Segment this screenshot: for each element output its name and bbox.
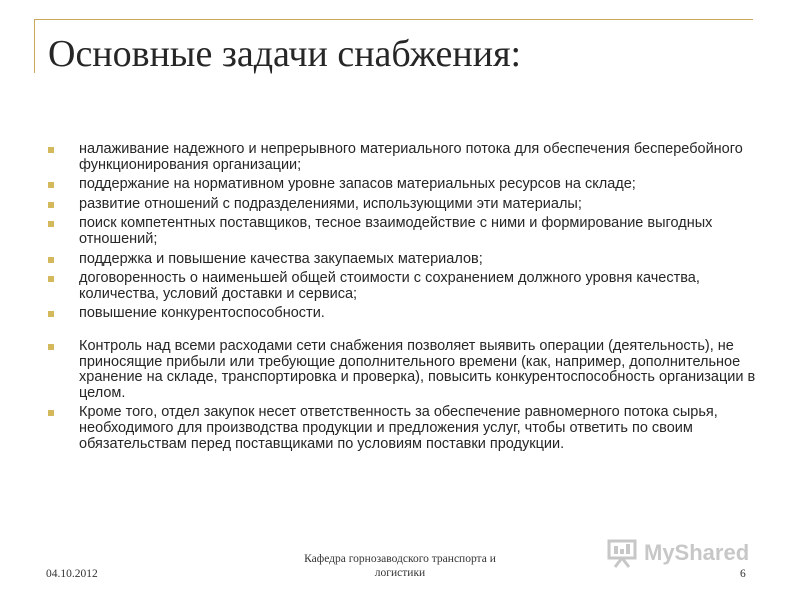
bullet-square-icon	[48, 276, 54, 282]
footer-page-number: 6	[740, 568, 746, 580]
watermark-text: MyShared	[644, 540, 750, 565]
bullet-square-icon	[48, 257, 54, 263]
bullet-square-icon	[48, 182, 54, 188]
bullet-text: договоренность о наименьшей общей стоимости с сохранением должного уровня качества, количества, условий доставки и сервиса;	[79, 270, 700, 302]
bullet-square-icon	[48, 410, 54, 416]
watermark-logo	[606, 538, 764, 570]
slide-title: Основные задачи снабжения:	[48, 33, 522, 75]
bullet-item	[48, 216, 758, 247]
bullet-text: развитие отношений с подразделениями, использующими эти материалы;	[79, 195, 582, 212]
footer-date: 04.10.2012	[46, 568, 98, 580]
bullet-square-icon	[48, 221, 54, 227]
bullet-text: поддержание на нормативном уровне запасов материальных ресурсов на складе;	[79, 176, 636, 193]
bullet-item	[48, 142, 758, 173]
bullet-square-icon	[48, 147, 54, 153]
bullet-item	[48, 197, 758, 213]
bullet-item	[48, 271, 758, 302]
bullet-item	[48, 306, 758, 322]
bullet-square-icon	[48, 344, 54, 350]
title-frame-left-line	[34, 19, 35, 73]
bullet-text: поддержка и повышение качества закупаемых материалов;	[79, 250, 483, 267]
bullet-item	[48, 252, 758, 268]
bullet-item	[48, 339, 758, 401]
bullet-text: налаживание надежного и непрерывного материального потока для обеспечения бесперебойного функционирования организации;	[79, 141, 743, 173]
bullet-text: повышение конкурентоспособности.	[79, 305, 325, 322]
bullet-list	[48, 142, 758, 456]
bullet-item	[48, 177, 758, 193]
bullet-item	[48, 405, 758, 452]
bullet-text: Контроль над всеми расходами сети снабжения позволяет выявить операции (деятельность), не приносящие прибыли или требующие дополнительного времени (как, например, дополнительное хранение на складе, транспортировка и проверка), повысить конкурентоспособность организации в целом.	[79, 337, 756, 401]
footer-department: Кафедра горнозаводского транспорта и логистики	[304, 553, 496, 579]
bullet-text: поиск компетентных поставщиков, тесное взаимодействие с ними и формирование выгодных отношений;	[79, 215, 713, 247]
presentation-board-icon	[606, 538, 640, 568]
bullet-text: Кроме того, отдел закупок несет ответственность за обеспечение равномерного потока сырья, необходимого для производства продукции и предложения услуг, чтобы ответить по своим обязательствам перед поставщиками по условиям поставки продукции.	[79, 404, 718, 452]
bullet-square-icon	[48, 202, 54, 208]
title-frame-top-line	[34, 19, 753, 20]
bullet-square-icon	[48, 311, 54, 317]
